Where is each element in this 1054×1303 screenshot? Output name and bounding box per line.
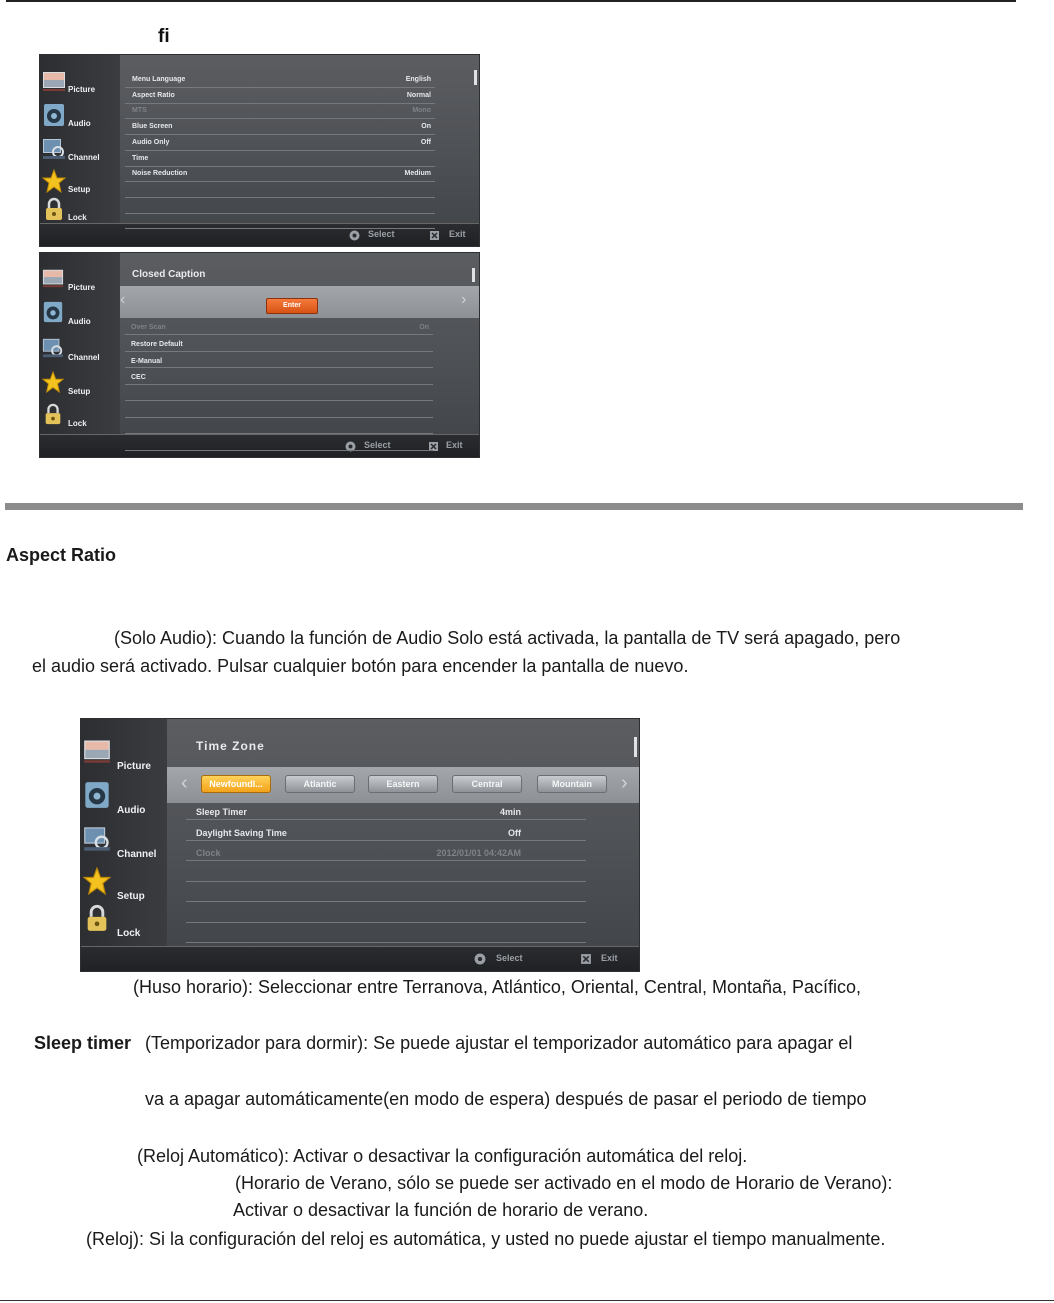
menu-row-divider (125, 367, 433, 368)
sidebar-item-audio[interactable] (81, 781, 167, 816)
menu-row-value: On (421, 123, 431, 131)
menu-row-label[interactable]: Daylight Saving Time (196, 827, 287, 838)
audio-only-text-1: (Solo Audio): Cuando la función de Audio Solo está activada, la pantalla de TV será apagado, pero (114, 628, 901, 648)
menu-row-label[interactable]: Menu Language (132, 76, 186, 83)
footer-exit: Exit (449, 229, 466, 239)
sidebar-item-label: Setup (68, 387, 91, 396)
sleep-timer-text: (Temporizador para dormir): Se puede ajustar el temporizador automático para apagar el (145, 1033, 853, 1053)
footer-exit: Exit (601, 953, 618, 963)
sidebar-item-label: Audio (117, 805, 146, 816)
menu-row-value: Normal (406, 91, 431, 99)
sidebar-item-label: Setup (68, 185, 91, 194)
picture-icon (42, 267, 64, 289)
sidebar-item-label: Channel (68, 353, 100, 362)
tv-sidebar (81, 719, 167, 949)
picture-icon (42, 69, 66, 93)
menu-row-divider (125, 181, 435, 182)
audio-icon (83, 781, 111, 809)
setup-star-icon (42, 371, 64, 393)
menu-row-value: English (405, 76, 431, 83)
menu-row-divider (125, 417, 433, 418)
menu-row-divider (186, 901, 586, 902)
channel-icon (83, 825, 111, 853)
sidebar-item-setup[interactable] (81, 867, 167, 902)
scrollbar (472, 268, 475, 282)
sidebar-item-channel[interactable] (40, 337, 120, 367)
menu-row-divider (125, 197, 435, 198)
timezone-option-2[interactable]: Atlantic (285, 775, 355, 793)
menu-row-divider (125, 228, 435, 229)
tv-footer (40, 434, 479, 457)
exit-icon (580, 952, 591, 963)
sidebar-item-audio[interactable] (40, 301, 120, 331)
tv-sidebar (40, 253, 120, 435)
timezone-option-3[interactable]: Eastern (368, 775, 438, 793)
picture-icon (83, 737, 111, 765)
enter-button[interactable]: Enter (266, 298, 318, 314)
audio-icon (42, 103, 66, 127)
menu-row-divider (186, 819, 586, 820)
select-dial-icon (345, 439, 356, 450)
menu-title: Closed Caption (132, 269, 206, 280)
select-dial-icon (349, 228, 360, 239)
menu-row-label[interactable]: Sleep Timer (196, 807, 247, 817)
timezone-option-1[interactable]: Newfoundl... (201, 775, 271, 793)
menu-row-divider (125, 213, 435, 214)
menu-row-value: Medium (404, 170, 431, 178)
menu-title: Time Zone (196, 739, 265, 753)
exit-icon (428, 439, 439, 450)
menu-row-label[interactable]: Audio Only (132, 138, 170, 146)
chevron-left-icon[interactable]: ‹ (181, 772, 188, 794)
menu-row-value: Off (508, 827, 521, 838)
menu-row-label[interactable]: MTS (132, 107, 147, 115)
sidebar-item-label: Picture (68, 85, 96, 94)
sidebar-item-audio[interactable] (40, 103, 120, 133)
sidebar-item-lock[interactable] (40, 403, 120, 433)
sleep-timer-label: Sleep timer (34, 1033, 132, 1053)
menu-row-divider (125, 150, 435, 151)
sidebar-item-label: Lock (68, 213, 87, 222)
lock-icon (42, 197, 66, 221)
menu-row-label[interactable]: Over Scan (131, 324, 166, 331)
menu-row-label[interactable]: Blue Screen (132, 123, 173, 131)
sidebar-item-label: Channel (68, 153, 100, 162)
sidebar-item-setup[interactable] (40, 371, 120, 401)
menu-row-value: Off (420, 138, 431, 146)
sidebar-item-lock[interactable] (81, 904, 167, 939)
select-dial-icon (474, 952, 485, 963)
menu-row-divider (125, 166, 435, 167)
sleep-timer-text-2: va a apagar automáticamente(en modo de espera) después de pasar el periodo de tiempo (145, 1089, 867, 1109)
scrollbar (474, 70, 477, 85)
sidebar-item-picture[interactable] (81, 737, 167, 772)
menu-row-divider (186, 881, 586, 882)
menu-row-divider (125, 334, 433, 335)
menu-row-divider (125, 384, 433, 385)
chevron-right-icon[interactable]: › (461, 291, 467, 308)
lock-icon (83, 904, 111, 932)
sidebar-item-label: Lock (68, 419, 87, 428)
menu-row-label[interactable]: Restore Default (131, 340, 183, 348)
menu-row-label[interactable]: CEC (131, 374, 146, 382)
menu-row-divider (125, 351, 433, 352)
dst-text-1: (Horario de Verano, sólo se puede ser activado en el modo de Horario de Verano): (235, 1173, 893, 1193)
menu-row-divider (125, 450, 433, 451)
tv-footer (81, 946, 639, 971)
scrollbar (634, 737, 637, 757)
menu-row-divider (186, 942, 586, 943)
sidebar-item-label: Channel (117, 849, 157, 860)
menu-row-label[interactable]: Time (132, 154, 149, 162)
audio-icon (42, 301, 64, 323)
menu-row-divider (186, 922, 586, 923)
footer-select: Select (364, 440, 391, 450)
sidebar-item-label: Setup (117, 891, 145, 902)
footer-exit: Exit (446, 440, 463, 450)
tv-sidebar (40, 55, 120, 224)
menu-row-divider (125, 433, 433, 434)
auto-clock-text: (Reloj Automático): Activar o desactivar la configuración automática del reloj. (137, 1146, 748, 1166)
sidebar-item-picture[interactable] (40, 267, 120, 297)
menu-row-divider (125, 118, 435, 119)
tv-footer (40, 223, 479, 246)
channel-icon (42, 137, 66, 161)
timezone-option-5[interactable]: Mountain (537, 775, 607, 793)
sidebar-item-label: Lock (117, 928, 141, 939)
channel-icon (42, 337, 64, 359)
chevron-right-icon[interactable]: › (621, 772, 628, 794)
menu-row-divider (125, 134, 435, 135)
menu-row-divider (125, 400, 433, 401)
menu-row-label[interactable]: Aspect Ratio (132, 91, 175, 99)
menu-row-value: On (419, 324, 429, 331)
menu-row-label[interactable]: Noise Reduction (132, 170, 188, 178)
tv-setup-menu-screenshot-2 (39, 252, 480, 458)
section-divider (5, 503, 1023, 510)
menu-row-divider (125, 103, 435, 104)
timezone-text: (Huso horario): Seleccionar entre Terranova, Atlántico, Oriental, Central, Montaña, Pacífico, (133, 977, 862, 997)
sidebar-item-label: Audio (68, 119, 91, 128)
menu-row-divider (186, 860, 586, 861)
tv-timezone-screenshot (80, 718, 640, 972)
exit-icon (429, 228, 440, 239)
sidebar-item-setup[interactable] (40, 169, 120, 199)
page-glyph: fi (158, 26, 170, 47)
audio-only-text-2: el audio será activado. Pulsar cualquier botón para encender la pantalla de nuevo. (32, 656, 689, 676)
clock-text: (Reloj): Si la configuración del reloj es automática, y usted no puede ajustar el tiempo manualmente. (86, 1229, 886, 1249)
menu-row-label[interactable]: E-Manual (131, 357, 163, 365)
footer-select: Select (368, 229, 395, 239)
sidebar-item-channel[interactable] (40, 137, 120, 167)
sidebar-item-label: Picture (68, 283, 96, 292)
chevron-left-icon[interactable]: ‹ (120, 291, 126, 308)
sidebar-item-channel[interactable] (81, 825, 167, 860)
sidebar-item-picture[interactable] (40, 69, 120, 99)
top-rule (6, 0, 1016, 2)
menu-row-divider (125, 87, 435, 88)
bottom-rule (0, 1300, 1054, 1301)
lock-icon (42, 403, 64, 425)
setup-star-icon (83, 867, 111, 895)
menu-row-label[interactable]: Clock (196, 848, 221, 858)
section-heading: Aspect Ratio (6, 545, 117, 565)
menu-row-value: Mono (412, 107, 431, 115)
dst-text-2: Activar o desactivar la función de horario de verano. (233, 1200, 649, 1220)
footer-select: Select (496, 953, 523, 963)
menu-row-value: 4min (499, 807, 521, 817)
sidebar-item-label: Picture (117, 761, 151, 772)
menu-row-value: 2012/01/01 04:42AM (436, 848, 521, 858)
timezone-option-4[interactable]: Central (452, 775, 522, 793)
sidebar-item-label: Audio (68, 317, 91, 326)
menu-row-divider (186, 840, 586, 841)
tv-setup-menu-screenshot (39, 54, 480, 247)
setup-star-icon (42, 169, 66, 193)
